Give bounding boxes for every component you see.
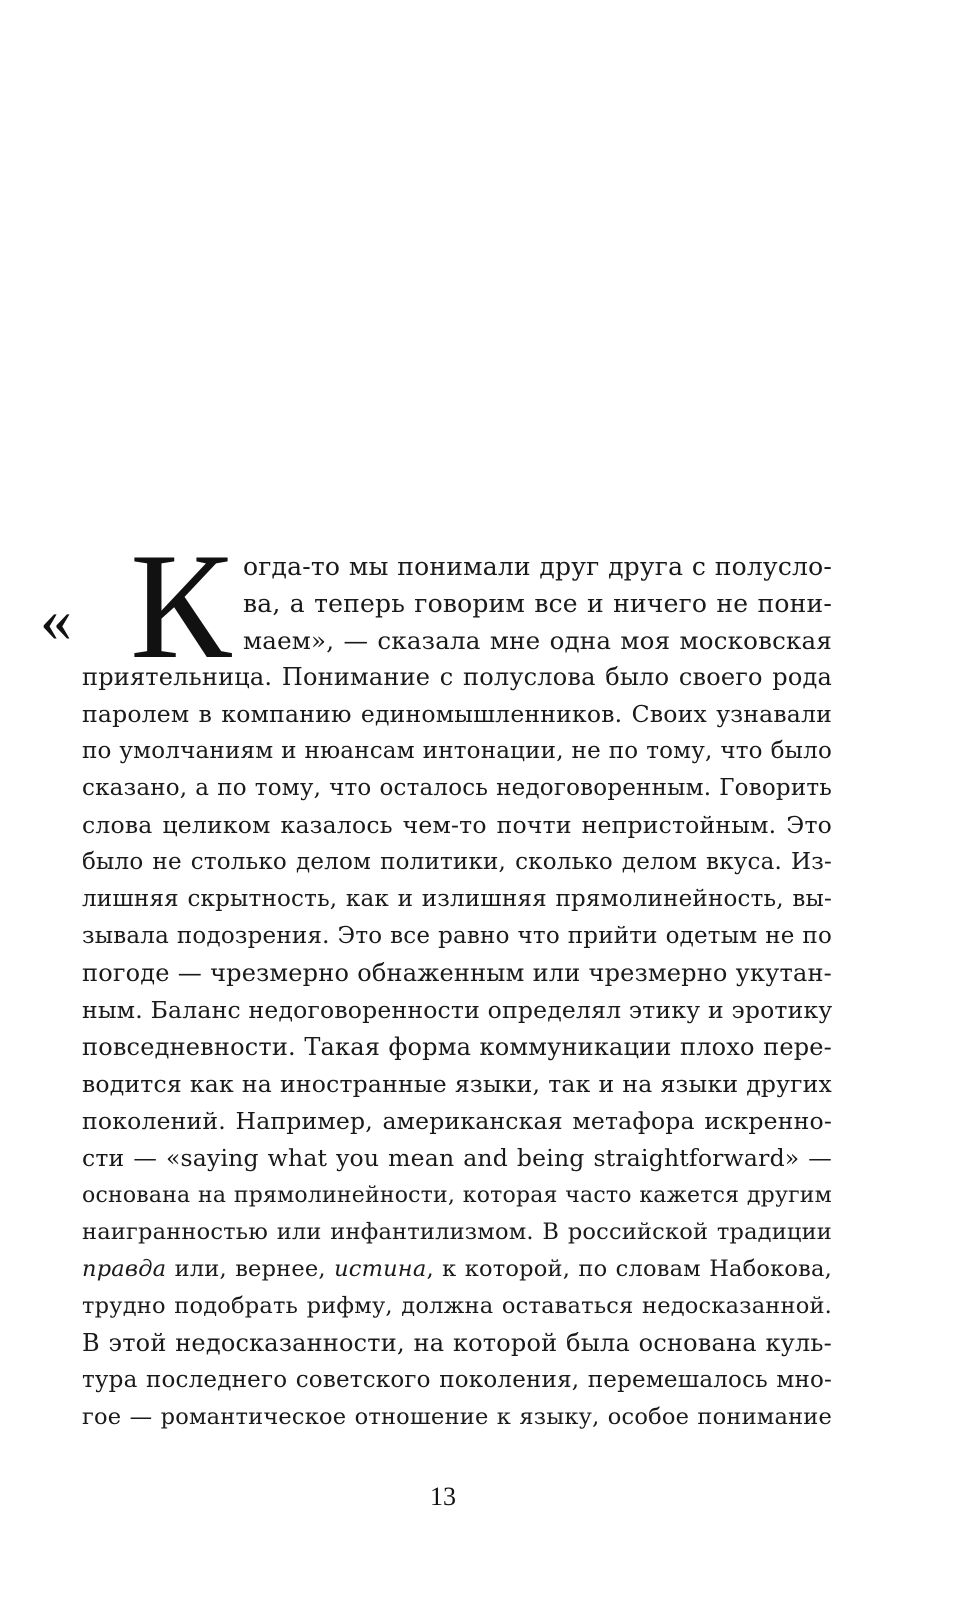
text-line: поколений. Например, американская метафора искренно- (82, 1107, 832, 1135)
text-line: повседневности. Такая форма коммуникации плохо пере- (82, 1033, 832, 1061)
text-line: основана на прямолинейности, которая часто кажется другим (82, 1183, 832, 1208)
text-line: паролем в компанию единомышленников. Своих узнавали (82, 700, 832, 728)
text-line: слова целиком казалось чем-то почти непристойным. Это (82, 811, 832, 839)
dropcap-quote-mark: « (40, 584, 72, 655)
text-line: погоде — чрезмерно обнаженным или чрезмерно укутан- (82, 959, 832, 987)
text-line: лишняя скрытность, как и излишняя прямолинейность, вы- (82, 886, 832, 912)
italic-word-istina: истина (334, 1256, 427, 1282)
text-line: зывала подозрения. Это все равно что прийти одетым не по (82, 923, 832, 949)
text-line-with-italics (82, 1251, 832, 1288)
text-line: сти — «saying what you mean and being straightforward» — (82, 1144, 832, 1172)
text-line: трудно подобрать рифму, должна оставаться недосказанной. (82, 1293, 832, 1319)
text-line: приятельница. Понимание с полуслова было своего рода (82, 663, 832, 691)
text-line: ным. Баланс недоговоренности определял этику и эротику (82, 996, 833, 1024)
text-line: водится как на иностранные языки, так и на языки других (82, 1070, 832, 1098)
text-line: В этой недосказанности, на которой была основана куль- (82, 1329, 832, 1357)
dropcap-letter: К (130, 522, 232, 690)
italic-word-pravda: правда (82, 1256, 167, 1282)
page-number: 13 (430, 1482, 456, 1511)
text-line: было не столько делом политики, сколько делом вкуса. Из- (82, 849, 832, 875)
text-line: наигранностью или инфантилизмом. В российской традиции (82, 1219, 832, 1245)
text-line: ва, а теперь говорим все и ничего не пони- (243, 589, 832, 618)
text-line: маем», — сказала мне одна моя московская (243, 626, 832, 655)
text-line: по умолчаниям и нюансам интонации, не по тому, что было (82, 738, 832, 764)
text-line: сказано, а по тому, что осталось недоговоренным. Говорить (82, 775, 832, 801)
text-line: гое — романтическое отношение к языку, особое понимание (82, 1404, 832, 1430)
text-fragment: или, вернее, (166, 1256, 335, 1282)
text-fragment: , к которой, по словам Набокова, (426, 1256, 832, 1282)
text-line: огда-то мы понимали друг друга с полусло- (243, 552, 832, 581)
text-line: тура последнего советского поколения, перемешалось мно- (82, 1367, 832, 1393)
